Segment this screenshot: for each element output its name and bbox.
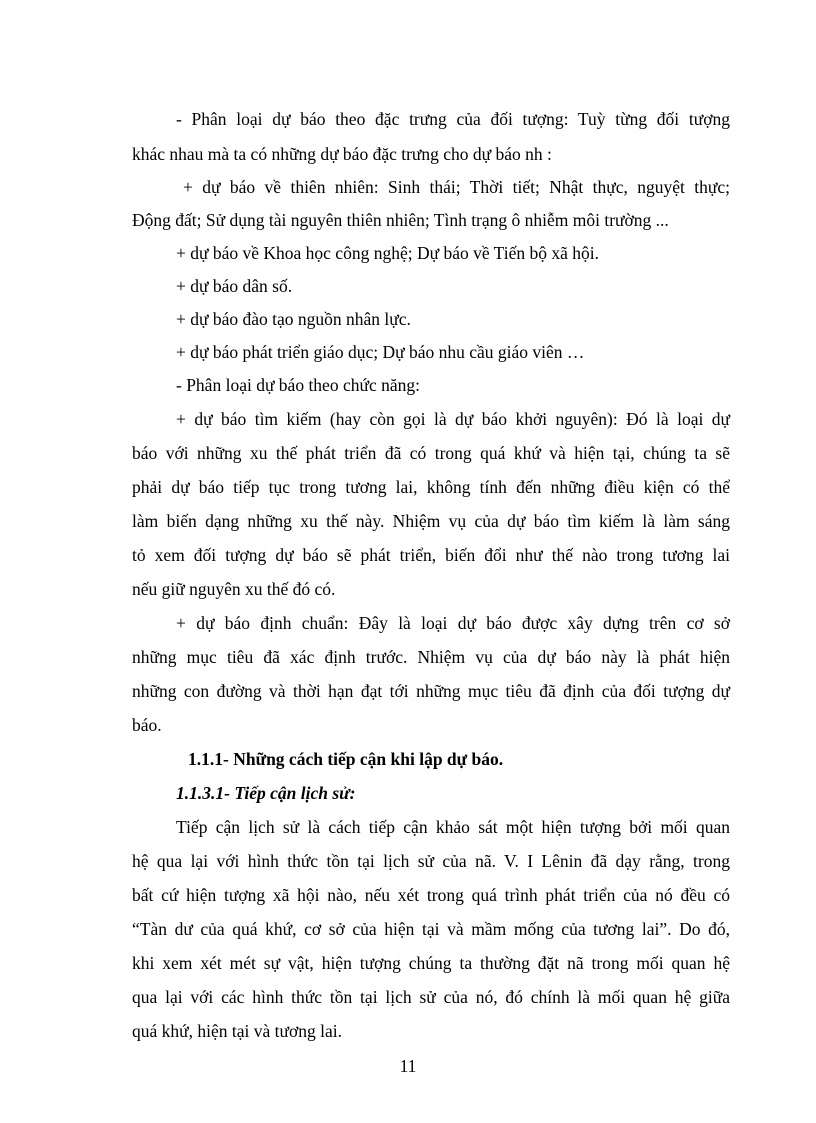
text-line: làm biến dạng những xu thế này. Nhiệm vụ của dự báo tìm kiếm là làm sáng: [132, 511, 730, 531]
text-line: báo với những xu thế phát triển đã có trong quá khứ và hiện tại, chúng ta sẽ: [132, 443, 730, 463]
text-line: qua lại với các hình thức tồn tại lịch sử của nó, đó chính là mối quan hệ giữa: [132, 987, 730, 1007]
text-line: báo.: [132, 715, 162, 735]
text-line: khi xem xét mét sự vật, hiện tượng chúng ta thường đặt nã trong mối quan hệ: [132, 953, 730, 973]
text-line: những con đường và thời hạn đạt tới những mục tiêu đã định của đối tượng dự: [132, 681, 730, 701]
text-line: những mục tiêu đã xác định trước. Nhiệm vụ của dự báo này là phát hiện: [132, 647, 730, 667]
text-line: hệ qua lại với hình thức tồn tại lịch sử của nã. V. I Lênin đã dạy rằng, trong: [132, 851, 730, 871]
section-heading: 1.1.1- Những cách tiếp cận khi lập dự báo.: [188, 749, 504, 769]
text-line: Động đất; Sử dụng tài nguyên thiên nhiên; Tình trạng ô nhiễm môi trường ...: [132, 210, 669, 230]
text-line: nếu giữ nguyên xu thế đó có.: [132, 579, 336, 599]
text-line: bất cứ hiện tượng xã hội nào, nếu xét trong quá trình phát triển của nó đều có: [132, 885, 730, 905]
text-line: + dự báo về thiên nhiên: Sinh thái; Thời tiết; Nhật thực, nguyệt thực;: [183, 177, 730, 197]
text-line: Tiếp cận lịch sử là cách tiếp cận khảo sát một hiện tượng bởi mối quan: [176, 817, 730, 837]
text-line: + dự báo về Khoa học công nghệ; Dự báo về Tiến bộ xã hội.: [176, 243, 600, 263]
text-line: + dự báo định chuẩn: Đây là loại dự báo được xây dựng trên cơ sở: [176, 613, 730, 633]
text-line: phải dự báo tiếp tục trong tương lai, không tính đến những điều kiện có thể: [132, 477, 730, 497]
text-line: - Phân loại dự báo theo đặc trưng của đối tượng: Tuỳ từng đối tượng: [176, 109, 730, 129]
text-line: + dự báo phát triển giáo dục; Dự báo nhu cầu giáo viên …: [176, 342, 585, 362]
text-line: tỏ xem đối tượng dự báo sẽ phát triển, biến đổi như thế nào trong tương lai: [132, 545, 730, 565]
text-line: + dự báo đào tạo nguồn nhân lực.: [176, 309, 411, 329]
text-line: - Phân loại dự báo theo chức năng:: [176, 375, 420, 395]
page-number: 11: [399, 1056, 417, 1076]
text-line: “Tàn dư của quá khứ, cơ sở của hiện tại và mầm mống của tương lai”. Do đó,: [132, 919, 730, 939]
text-line: + dự báo dân số.: [176, 276, 293, 296]
subsection-heading: 1.1.3.1- Tiếp cận lịch sử:: [176, 783, 356, 803]
text-line: khác nhau mà ta có những dự báo đặc trưng cho dự báo nh :: [132, 144, 552, 164]
text-line: quá khứ, hiện tại và tương lai.: [132, 1021, 342, 1041]
text-line: + dự báo tìm kiếm (hay còn gọi là dự báo khởi nguyên): Đó là loại dự: [176, 409, 730, 429]
